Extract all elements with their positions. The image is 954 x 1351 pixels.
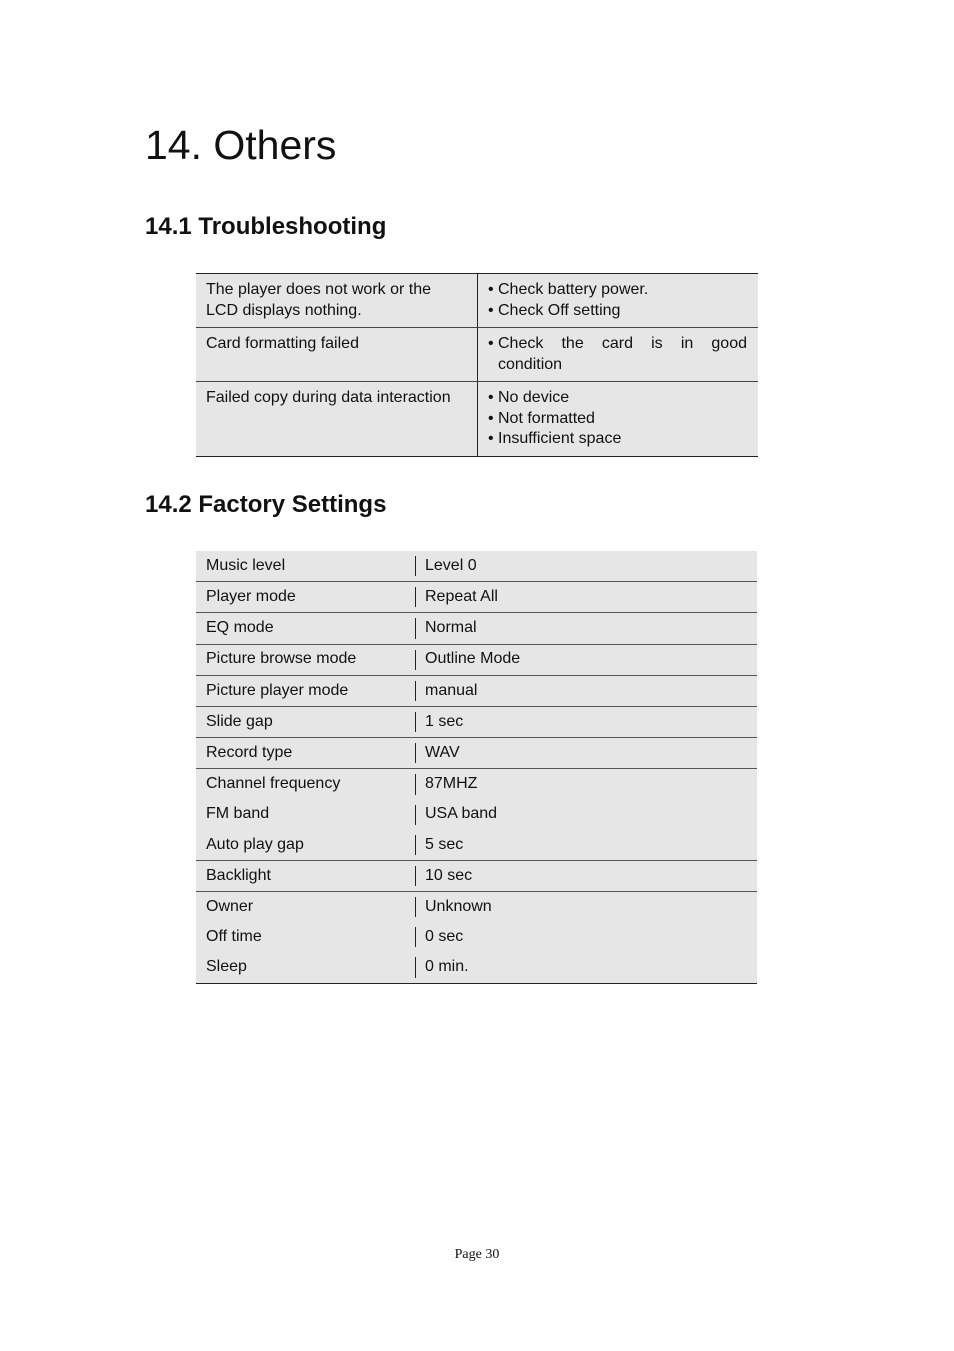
setting-value: 0 sec [415, 922, 757, 952]
table-row [196, 382, 758, 457]
setting-name: EQ mode [196, 613, 415, 644]
setting-name: Backlight [196, 860, 415, 891]
bullet-icon: • [488, 389, 494, 406]
factory-settings-table [196, 551, 757, 984]
table-row [196, 769, 757, 800]
table-row [196, 644, 757, 675]
setting-name: Music level [196, 551, 415, 582]
table-row [196, 675, 757, 706]
table-row [196, 274, 758, 328]
setting-name: Sleep [206, 958, 247, 976]
table-row [196, 582, 757, 613]
setting-value: 87MHZ [415, 769, 757, 800]
problem-cell: The player does not work or the LCD displays nothing. [196, 274, 478, 328]
table-row [196, 551, 757, 582]
setting-name: Off time [206, 928, 262, 946]
bullet-icon: • [488, 301, 494, 319]
solution-cell [478, 382, 759, 457]
setting-value: WAV [415, 738, 757, 769]
table-row [196, 738, 757, 769]
bullet-item: • Check battery power. [488, 280, 747, 301]
setting-value: Level 0 [415, 551, 757, 582]
bullet-icon: • [488, 335, 494, 352]
bullet-icon: • [488, 281, 494, 298]
setting-name: Player mode [196, 582, 415, 613]
page-title: 14. Others [145, 122, 337, 168]
setting-value: 5 sec [415, 830, 757, 861]
bullet-icon: • [488, 409, 494, 427]
bullet-item: • Insufficient space [488, 429, 747, 450]
bullet-icon: • [488, 430, 494, 447]
setting-value: USA band [415, 800, 757, 830]
solution-cell [478, 274, 759, 328]
table-row [196, 860, 757, 891]
table-row [196, 922, 757, 952]
table-row [196, 328, 758, 382]
bullet-item: • No device [488, 388, 747, 409]
table-row [196, 892, 757, 923]
troubleshooting-table [196, 273, 758, 457]
setting-value: Normal [415, 613, 757, 644]
setting-name: Channel frequency [206, 775, 341, 793]
bullet-item: • Not formatted [488, 409, 747, 430]
bullet-item: • Check Off setting [488, 301, 747, 322]
troubleshooting-heading: 14.1 Troubleshooting [145, 213, 387, 240]
setting-name: Picture browse mode [196, 644, 415, 675]
setting-name: Picture player mode [196, 675, 415, 706]
bullet-item: • Check the card is in good [488, 334, 747, 355]
table-row [196, 706, 757, 737]
table-row [196, 952, 757, 983]
factory-settings-heading: 14.2 Factory Settings [145, 491, 387, 518]
setting-value: 1 sec [415, 706, 757, 737]
setting-value: Outline Mode [415, 644, 757, 675]
setting-name: FM band [206, 805, 270, 823]
table-row [196, 800, 757, 830]
solution-cell [478, 328, 759, 382]
setting-name: Record type [196, 738, 415, 769]
bullet-item-continuation: condition [498, 355, 563, 373]
table-row [196, 830, 757, 861]
setting-value: Unknown [415, 892, 757, 923]
setting-value: manual [415, 675, 757, 706]
setting-value: 10 sec [415, 860, 757, 891]
setting-name: Owner [206, 897, 254, 915]
setting-name: Auto play gap [196, 830, 415, 861]
table-row [196, 613, 757, 644]
problem-cell: Card formatting failed [196, 328, 478, 382]
setting-value: 0 min. [415, 952, 757, 983]
setting-value: Repeat All [415, 582, 757, 613]
page-number: Page 30 [454, 1247, 500, 1262]
problem-cell: Failed copy during data interaction [206, 389, 451, 406]
setting-name: Slide gap [196, 706, 415, 737]
